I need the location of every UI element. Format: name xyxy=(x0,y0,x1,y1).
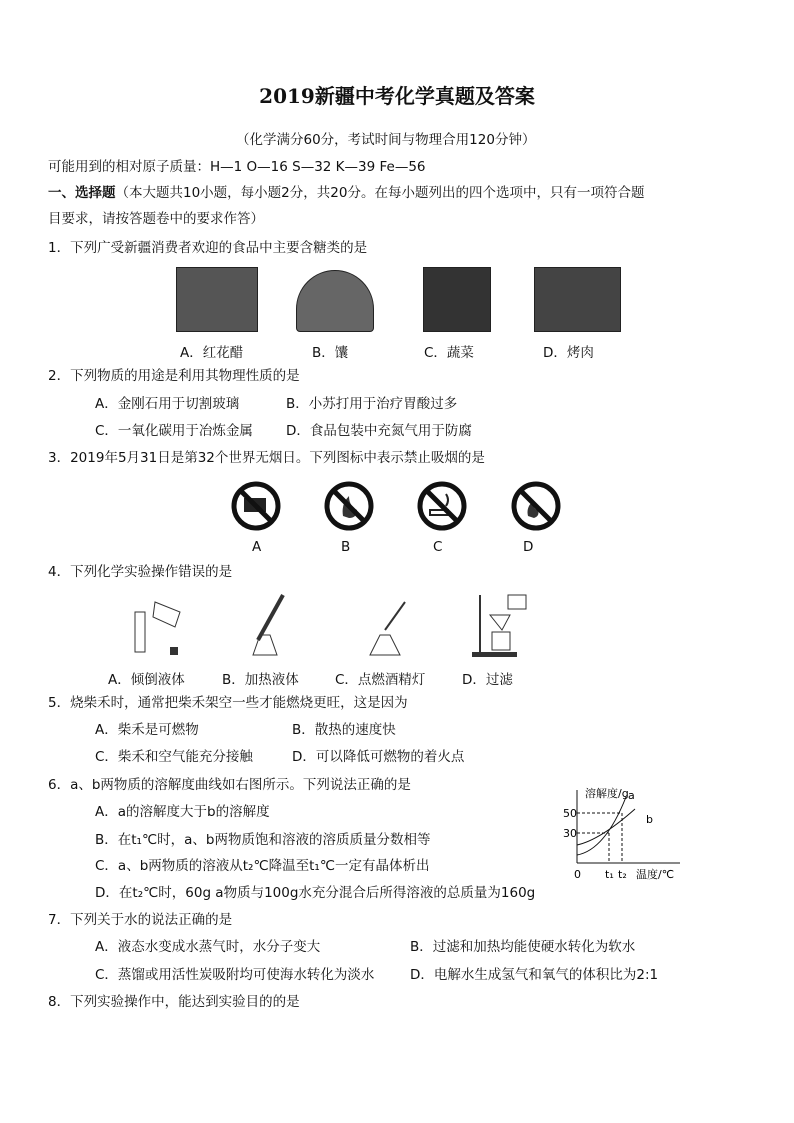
curve-b xyxy=(577,809,635,845)
food-image-c xyxy=(423,267,491,332)
q5-option-b: B．散热的速度快 xyxy=(292,722,396,738)
q4-option-d: D．过滤 xyxy=(462,672,513,688)
q5-option-a: A．柴禾是可燃物 xyxy=(95,722,199,738)
pouring-liquid-illustration xyxy=(125,592,195,660)
subtitle: （化学满分60分，考试时间与物理合用120分钟） xyxy=(236,132,536,148)
t1-label: t₁ xyxy=(605,868,614,881)
q5-stem: 5．烧柴禾时，通常把柴禾架空一些才能燃烧更旺，这是因为 xyxy=(48,695,408,711)
no-open-flame-icon xyxy=(510,480,562,532)
q6-option-d: D．在t₂℃时，60g a物质与100g水充分混合后所得溶液的总质量为160g xyxy=(95,885,536,901)
section-title: 一、选择题 xyxy=(48,185,116,201)
q8-stem: 8．下列实验操作中，能达到实验目的的是 xyxy=(48,994,300,1010)
q7-option-c: C．蒸馏或用活性炭吸附均可使海水转化为淡水 xyxy=(95,967,375,983)
q7-option-d: D．电解水生成氢气和氧气的体积比为2:1 xyxy=(410,967,659,983)
q3-stem: 3．2019年5月31日是第32个世界无烟日。下列图标中表示禁止吸烟的是 xyxy=(48,450,485,466)
q1-option-b: B．馕 xyxy=(312,345,349,361)
q4-option-a: A．倾倒液体 xyxy=(108,672,185,688)
q1-option-a: A．红花醋 xyxy=(180,345,244,361)
filtration-illustration xyxy=(470,590,535,658)
q2-option-a: A．金刚石用于切割玻璃 xyxy=(95,396,240,412)
food-image-d xyxy=(534,267,621,332)
q7-option-b: B．过滤和加热均能使硬水转化为软水 xyxy=(410,939,636,955)
section-desc: （本大题共10小题，每小题2分，共20分。在每小题列出的四个选项中，只有一项符合题 xyxy=(115,185,645,201)
no-smoking-icon xyxy=(416,480,468,532)
solubility-graph xyxy=(560,785,690,885)
q1-option-d: D．烤肉 xyxy=(543,345,594,361)
tick-50: 50 xyxy=(563,807,577,820)
no-fire-icon xyxy=(323,480,375,532)
q3-option-d: D xyxy=(523,539,534,555)
curve-a-label: a xyxy=(628,789,635,802)
q7-stem: 7．下列关于水的说法正确的是 xyxy=(48,912,233,928)
curve-b-label: b xyxy=(646,813,653,826)
q7-option-a: A．液态水变成水蒸气时，水分子变大 xyxy=(95,939,321,955)
q5-option-d: D．可以降低可燃物的着火点 xyxy=(292,749,465,765)
t2-label: t₂ xyxy=(618,868,627,881)
heating-liquid-illustration xyxy=(238,590,298,658)
q4-option-b: B．加热液体 xyxy=(222,672,299,688)
q6-option-b: B．在t₁℃时，a、b两物质饱和溶液的溶质质量分数相等 xyxy=(95,832,431,848)
q6-stem: 6．a、b两物质的溶解度曲线如右图所示。下列说法正确的是 xyxy=(48,777,411,793)
lighting-lamp-illustration xyxy=(360,590,420,658)
q2-stem: 2．下列物质的用途是利用其物理性质的是 xyxy=(48,368,300,384)
food-image-b xyxy=(296,270,374,332)
q2-option-b: B．小苏打用于治疗胃酸过多 xyxy=(286,396,458,412)
q5-option-c: C．柴禾和空气能充分接触 xyxy=(95,749,253,765)
q6-option-a: A．a的溶解度大于b的溶解度 xyxy=(95,804,270,820)
section-heading xyxy=(48,184,644,202)
atomic-masses: 可能用到的相对原子质量：H—1 O—16 S—32 K—39 Fe—56 xyxy=(48,159,426,175)
q2-option-c: C．一氧化碳用于冶炼金属 xyxy=(95,423,253,439)
y-axis-label: 溶解度/g xyxy=(585,787,629,800)
q1-stem: 1．下列广受新疆消费者欢迎的食品中主要含糖类的是 xyxy=(48,240,368,256)
no-book-icon xyxy=(230,480,282,532)
q3-option-b: B xyxy=(341,539,351,555)
origin-label: 0 xyxy=(574,868,581,881)
q4-option-c: C．点燃酒精灯 xyxy=(335,672,426,688)
x-axis-label: 温度/℃ xyxy=(636,868,675,881)
food-image-a xyxy=(176,267,258,332)
curve-a xyxy=(577,797,626,855)
q4-stem: 4．下列化学实验操作错误的是 xyxy=(48,564,233,580)
tick-30: 30 xyxy=(563,827,577,840)
q3-option-c: C xyxy=(433,539,443,555)
section-desc-2: 目要求，请按答题卷中的要求作答） xyxy=(48,211,264,227)
q6-option-c: C．a、b两物质的溶液从t₂℃降温至t₁℃一定有晶体析出 xyxy=(95,858,430,874)
page-title: 2019新疆中考化学真题及答案 xyxy=(259,84,535,108)
q2-option-d: D．食品包装中充氮气用于防腐 xyxy=(286,423,472,439)
q3-option-a: A xyxy=(252,539,262,555)
q1-option-c: C．蔬菜 xyxy=(424,345,474,361)
